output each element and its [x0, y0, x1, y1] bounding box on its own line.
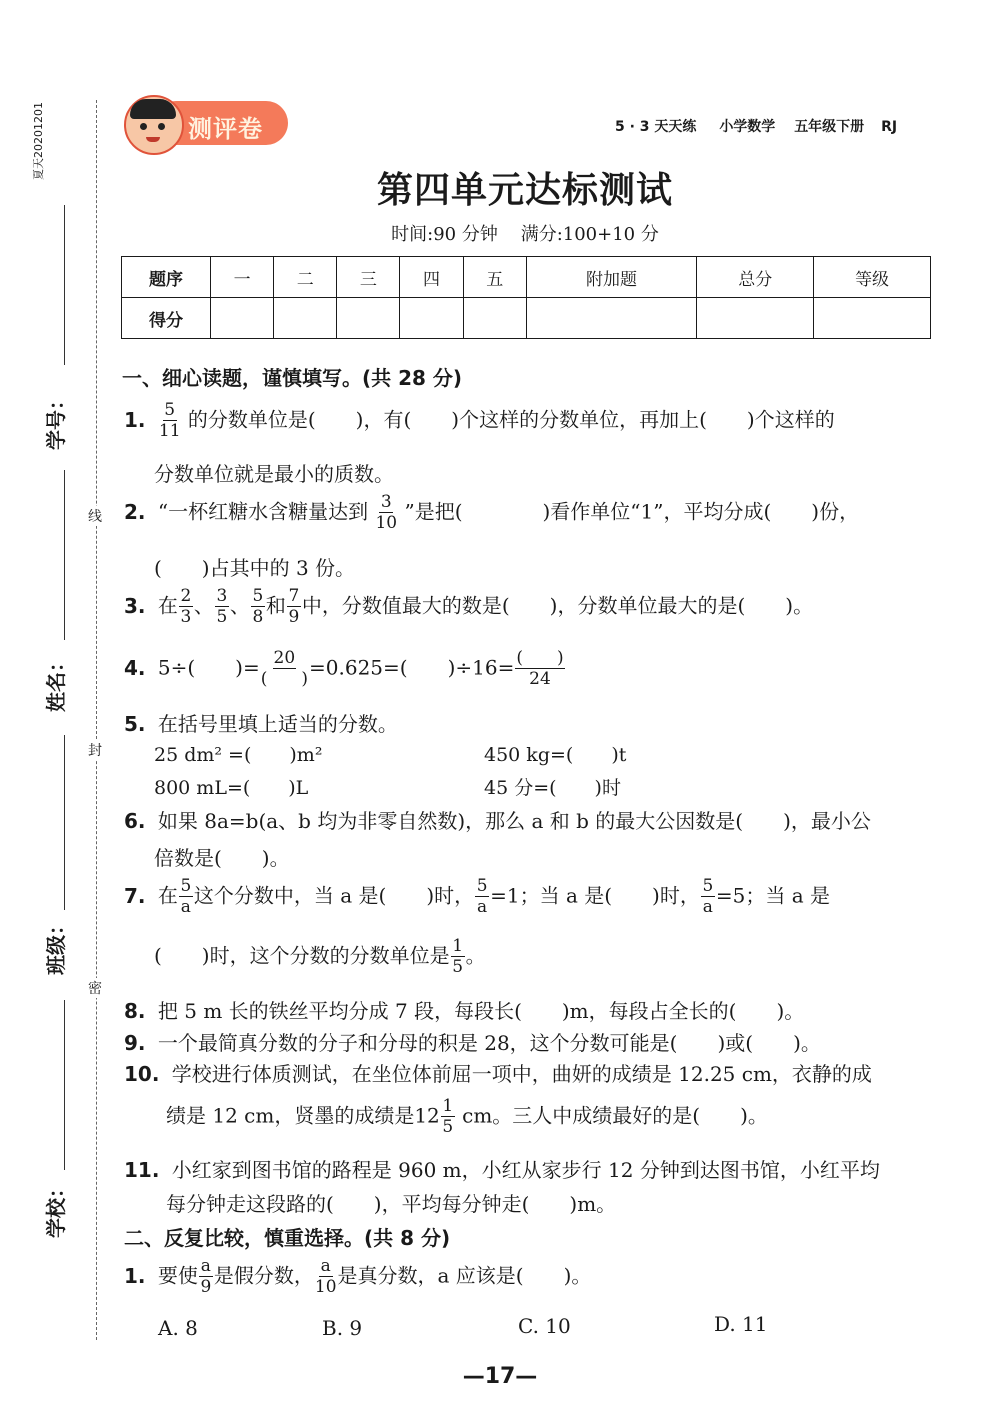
section-heading: 一、细心读题，谨慎填写。(共 28 分)	[122, 366, 463, 390]
question-10-cont: 绩是 12 cm，贤墨的成绩是12 $\frac{1}{5}$ cm。三人中成绩最好的是( )。	[166, 1096, 768, 1137]
question-5-item: 25 dm² =( )m²	[154, 744, 323, 766]
cut-line	[96, 100, 97, 1340]
class-label: 班级：	[44, 915, 68, 975]
cut-mark-seal: 封	[88, 740, 102, 760]
school-label: 学校：	[44, 1178, 68, 1238]
question-number: 4.	[124, 655, 146, 680]
score-table-col: 三	[337, 257, 400, 298]
class-line	[64, 735, 65, 910]
question-4: 4. 5÷( )= $\frac{20}{( )}$ =0.625=( )÷16= $\frac{( )}{24}$	[124, 648, 564, 689]
score-cell[interactable]	[463, 298, 526, 339]
question-10: 10. 学校进行体质测试，在坐位体前屈一项中，曲妍的成绩是 12.25 cm，衣静的成	[124, 1062, 872, 1086]
question-7-cont: ( )时，这个分数的分数单位是 $\frac{1}{5}$ 。	[154, 936, 486, 977]
fraction: $\frac{3}{5}$	[216, 586, 228, 627]
question-2-cont: ( )占其中的 3 份。	[154, 556, 356, 580]
question-number: 1.	[124, 1263, 146, 1288]
score-table-col: 四	[400, 257, 463, 298]
score-cell[interactable]	[814, 298, 931, 339]
question-5: 5. 在括号里填上适当的分数。	[124, 712, 398, 736]
question-number: 5.	[124, 712, 146, 736]
series-name: 5 · 3 天天练	[615, 119, 697, 135]
grade-name: 五年级下册	[794, 119, 865, 135]
badge	[124, 95, 290, 153]
question-6: 6. 如果 8a=b(a、b 均为非零自然数)，那么 a 和 b 的最大公因数是( )，最小公	[124, 809, 871, 833]
mc-question-1: 1. 要使 $\frac{a}{9}$ 是假分数， $\frac{a}{10}$ 是真分数，a 应该是( )。	[124, 1256, 592, 1297]
fraction: $\frac{2}{3}$	[180, 586, 192, 627]
score-cell[interactable]	[337, 298, 400, 339]
score-cell[interactable]	[400, 298, 463, 339]
score-table-score-row	[122, 298, 931, 339]
fraction: $\frac{5}{11}$	[158, 400, 181, 441]
score-table-header-row	[122, 257, 931, 298]
question-11-cont: 每分钟走这段路的( )，平均每分钟走( )m。	[166, 1192, 617, 1216]
question-2: 2. “一杯红糖水含糖量达到 $\frac{3}{10}$ ”是把( )看作单位“1”，平均分成( )份，	[124, 492, 860, 533]
mc-option-b[interactable]: B. 9	[322, 1316, 363, 1340]
question-number: 1.	[124, 407, 146, 432]
fraction: $\frac{a}{10}$	[314, 1256, 337, 1297]
question-number: 7.	[124, 883, 146, 908]
student-id-line	[64, 205, 65, 365]
question-1-cont: 分数单位就是最小的质数。	[154, 462, 394, 486]
question-3: 3. 在 $\frac{2}{3}$ 、 $\frac{3}{5}$ 、 $\frac{5}{8}$ 和 $\frac{7}{9}$ 中，分数值最大的数是( )，分数单位最大的是( )。	[124, 586, 814, 627]
subject-name: 小学数学	[719, 119, 776, 135]
cut-mark-secret: 密	[88, 978, 102, 998]
question-number: 3.	[124, 593, 146, 618]
question-1: 1. $\frac{5}{11}$ 的分数单位是( )，有( )个这样的分数单位，再加上( )个这样的	[124, 400, 835, 441]
fraction: $\frac{( )}{24}$	[516, 648, 564, 689]
question-5-item: 450 kg=( )t	[484, 744, 627, 766]
school-line	[64, 1000, 65, 1170]
side-code: 夏天20201201	[32, 102, 45, 180]
fraction: $\frac{7}{9}$	[288, 586, 300, 627]
score-table-col: 二	[274, 257, 337, 298]
question-number: 8.	[124, 999, 146, 1023]
score-table	[121, 256, 931, 339]
student-id-label: 学号：	[44, 390, 68, 450]
score-cell[interactable]	[274, 298, 337, 339]
score-table-col: 等级	[814, 257, 931, 298]
fraction: $\frac{5}{a}$	[702, 876, 714, 917]
question-8: 8. 把 5 m 长的铁丝平均分成 7 段，每段长( )m，每段占全长的( )。	[124, 999, 805, 1023]
question-number: 6.	[124, 809, 146, 833]
mc-option-d[interactable]: D. 11	[714, 1312, 768, 1336]
exam-meta: 时间:90 分钟 满分:100+10 分	[391, 224, 659, 245]
score-table-col: 五	[463, 257, 526, 298]
series-header	[615, 116, 897, 136]
score-table-col: 总分	[697, 257, 814, 298]
mc-option-a[interactable]: A. 8	[158, 1316, 198, 1340]
cut-mark-line: 线	[88, 506, 102, 526]
fraction: $\frac{1}{5}$	[452, 936, 464, 977]
score-cell[interactable]	[211, 298, 274, 339]
name-label: 姓名：	[44, 652, 68, 712]
question-number: 2.	[124, 499, 146, 524]
question-number: 11.	[124, 1158, 160, 1182]
edition-name: RJ	[881, 119, 898, 135]
question-11: 11. 小红家到图书馆的路程是 960 m，小红从家步行 12 分钟到达图书馆，小红平均	[124, 1158, 880, 1182]
section-heading: 二、反复比较，慎重选择。(共 8 分)	[124, 1226, 451, 1250]
fraction: $\frac{a}{9}$	[200, 1256, 212, 1297]
mascot-icon	[124, 95, 184, 155]
score-cell[interactable]	[697, 298, 814, 339]
page-number: —17—	[462, 1364, 538, 1389]
page-title: 第四单元达标测试	[376, 170, 673, 211]
badge-label: 测评卷	[188, 115, 263, 143]
question-number: 10.	[124, 1062, 160, 1086]
fraction: $\frac{5}{8}$	[252, 586, 264, 627]
question-6-cont: 倍数是( )。	[154, 846, 290, 870]
question-7: 7. 在 $\frac{5}{a}$ 这个分数中，当 a 是( )时， $\frac{5}{a}$ =1；当 a 是( )时， $\frac{5}{a}$ =5；当 a 是	[124, 876, 830, 917]
score-cell[interactable]	[526, 298, 697, 339]
fraction: $\frac{20}{( )}$	[260, 648, 308, 689]
score-table-row-label: 得分	[122, 298, 211, 339]
name-line	[64, 470, 65, 640]
fraction: $\frac{5}{a}$	[180, 876, 192, 917]
question-5-item: 800 mL=( )L	[154, 777, 309, 799]
fraction: $\frac{3}{10}$	[375, 492, 398, 533]
fraction: $\frac{1}{5}$	[442, 1096, 454, 1137]
question-5-item: 45 分=( )时	[484, 777, 621, 799]
score-table-col: 一	[211, 257, 274, 298]
score-table-row-label: 题序	[122, 257, 211, 298]
fraction: $\frac{5}{a}$	[476, 876, 488, 917]
score-table-col: 附加题	[526, 257, 697, 298]
question-9: 9. 一个最简真分数的分子和分母的积是 28，这个分数可能是( )或( )。	[124, 1031, 821, 1055]
mc-option-c[interactable]: C. 10	[518, 1314, 571, 1338]
question-number: 9.	[124, 1031, 146, 1055]
